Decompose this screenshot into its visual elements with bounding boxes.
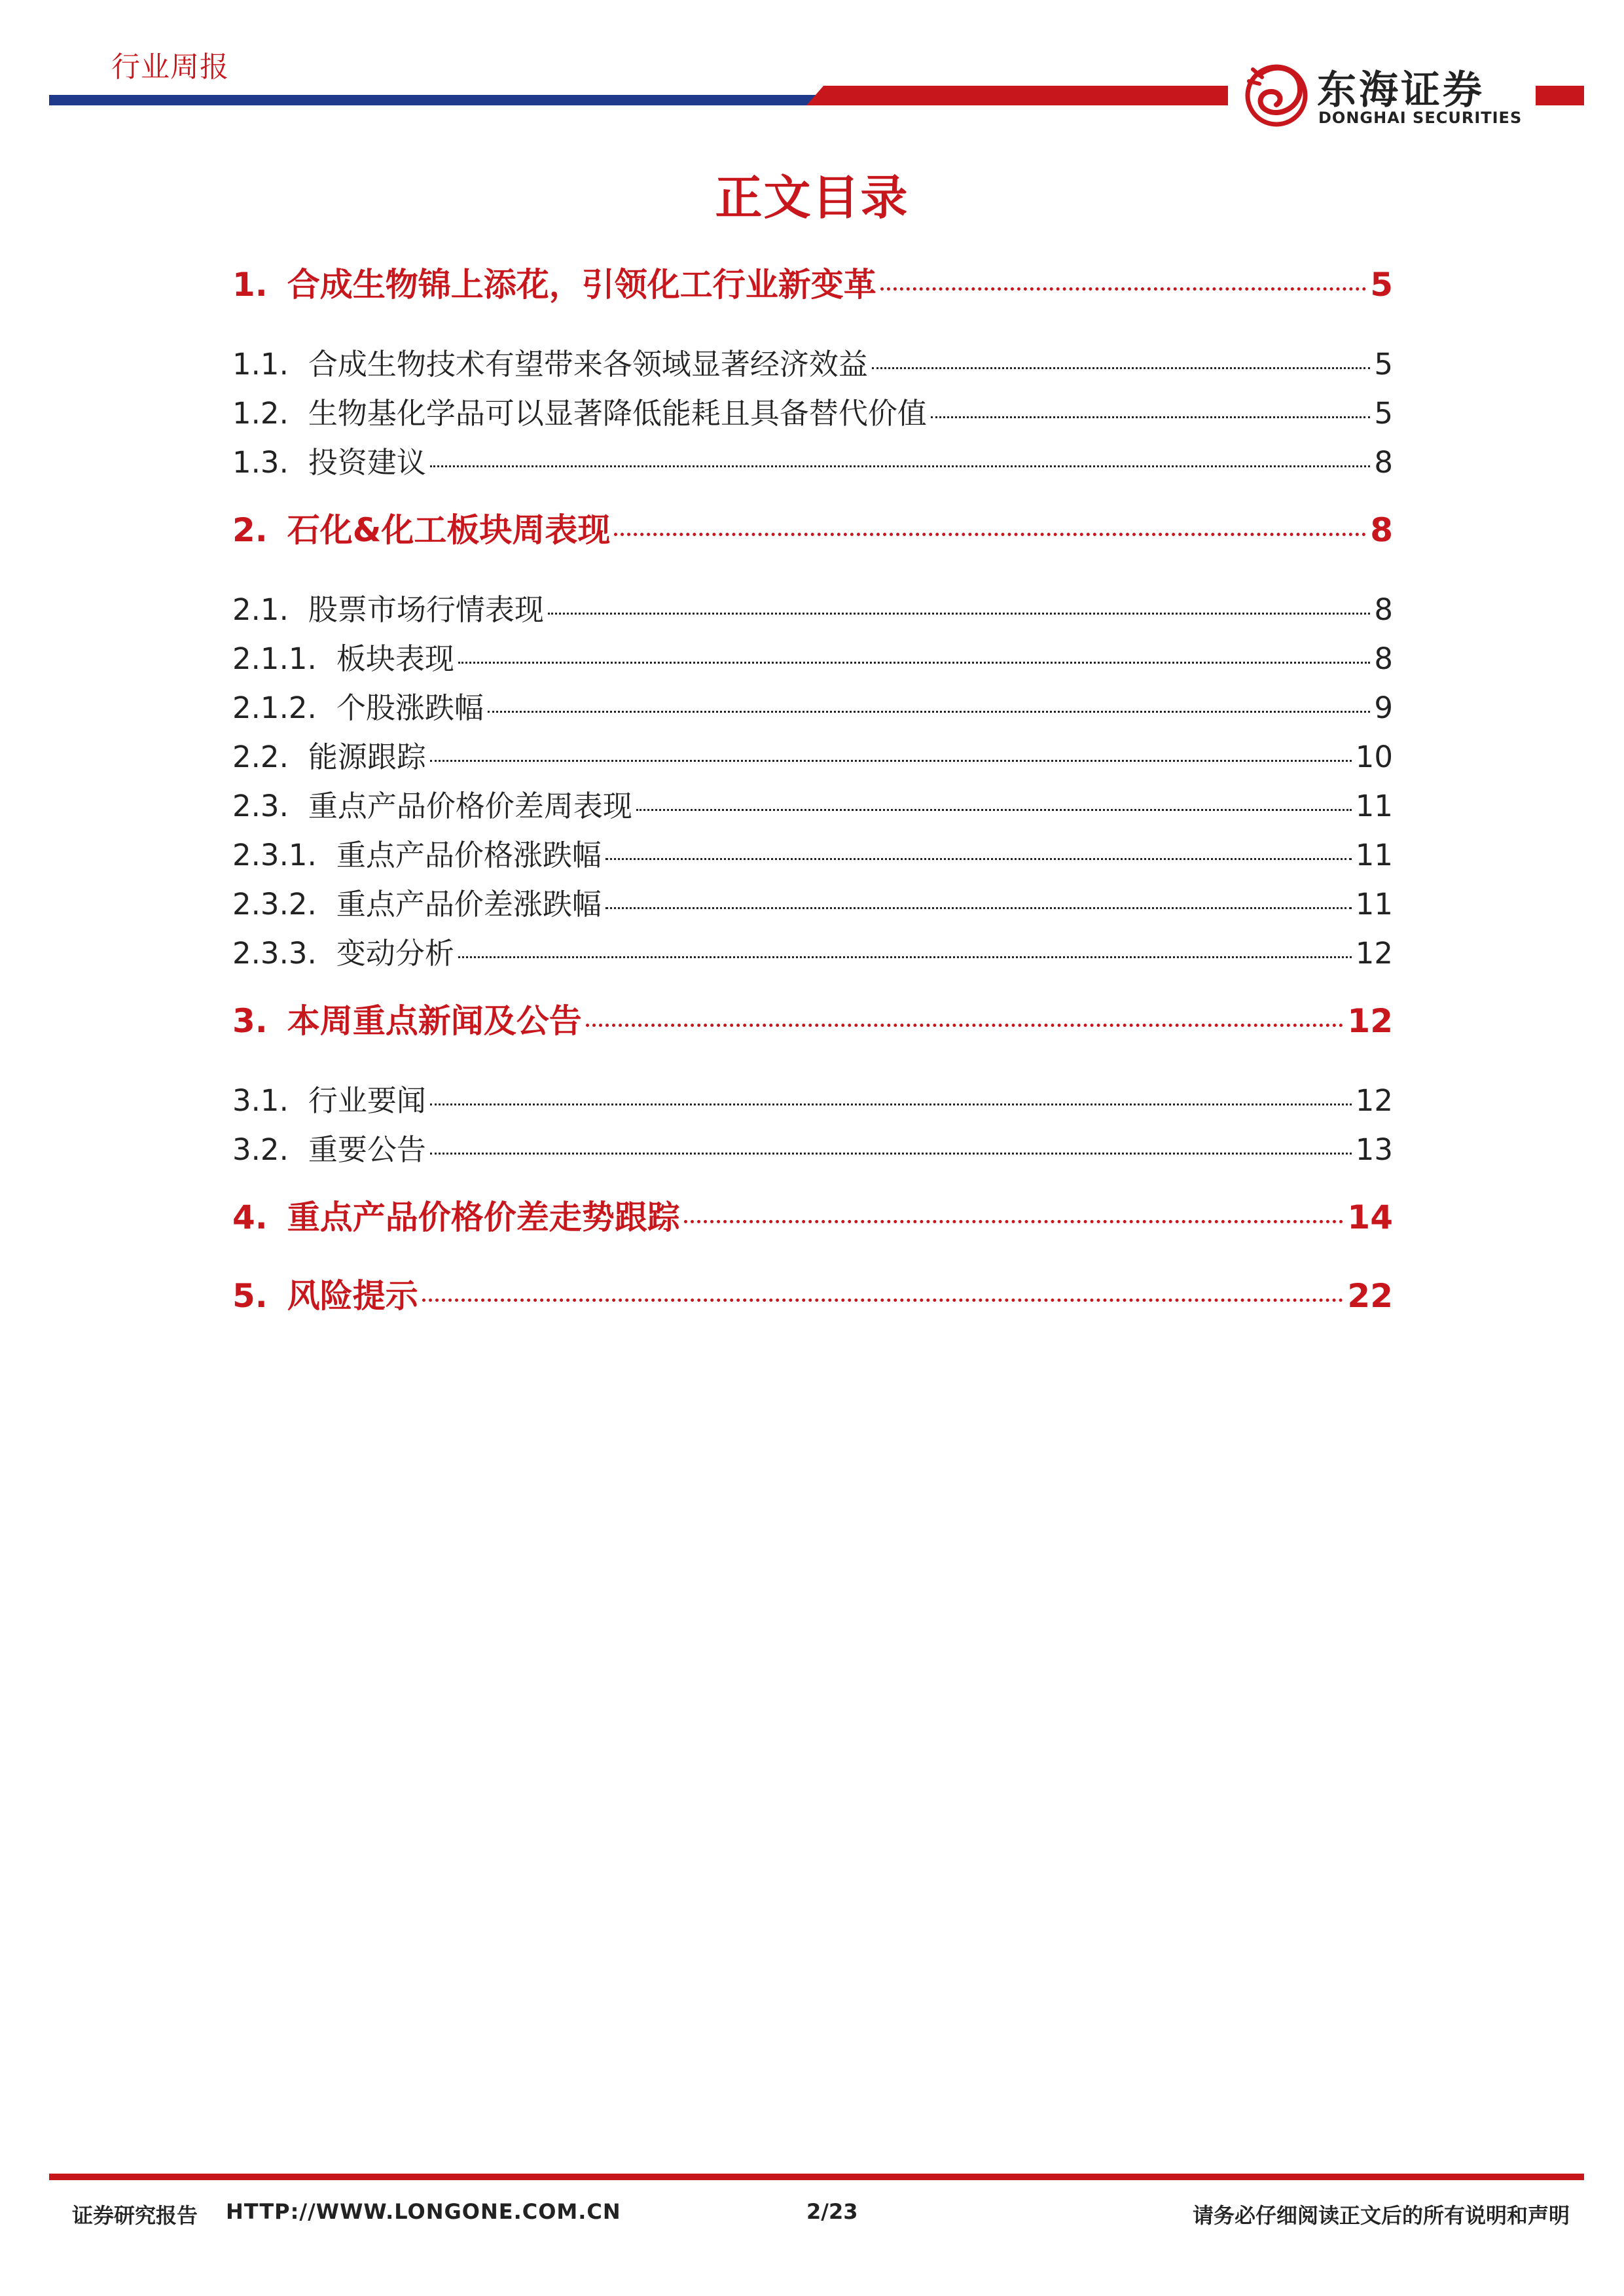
toc-entry-title: 生物基化学品可以显著降低能耗且具备替代价值 xyxy=(308,396,927,431)
toc-entry[interactable] xyxy=(232,259,1393,304)
toc-entry-page: 8 xyxy=(1374,592,1393,627)
toc-entry-number: 2.1.1. xyxy=(232,641,317,676)
toc-entry-number: 1.2. xyxy=(232,396,289,431)
toc-dot-leader xyxy=(636,809,1352,811)
toc-entry-page: 11 xyxy=(1355,789,1393,823)
toc-entry-title: 石化&化工板块周表现 xyxy=(287,511,611,549)
toc-entry-page: 12 xyxy=(1355,1083,1393,1118)
toc-entry[interactable] xyxy=(232,929,1393,970)
toc-entry[interactable] xyxy=(232,439,1393,479)
toc-entry-title: 本周重点新闻及公告 xyxy=(287,1002,582,1040)
toc-entry-title: 重点产品价差涨跌幅 xyxy=(336,887,602,922)
toc-dot-leader xyxy=(430,760,1352,762)
toc-entry-page: 11 xyxy=(1355,838,1393,872)
toc-entry-number: 2.3.3. xyxy=(232,936,317,971)
toc-dot-leader xyxy=(586,1024,1344,1027)
toc-dot-leader xyxy=(605,858,1352,860)
toc-entry-page: 5 xyxy=(1374,347,1393,382)
toc-entry-title: 板块表现 xyxy=(336,641,454,676)
toc-entry-number: 2.2. xyxy=(232,740,289,774)
toc-entry[interactable] xyxy=(232,340,1393,381)
toc-entry[interactable] xyxy=(232,1126,1393,1166)
toc-entry[interactable] xyxy=(232,635,1393,675)
toc-dot-leader xyxy=(430,1103,1352,1105)
toc-entry-page: 8 xyxy=(1370,511,1393,549)
toc-entry-title: 合成生物技术有望带来各领域显著经济效益 xyxy=(308,347,868,382)
footer-report-label: 证券研究报告 xyxy=(72,2203,198,2228)
toc-entry-page: 5 xyxy=(1370,266,1393,304)
toc-dot-leader xyxy=(458,662,1371,664)
toc-entry-page: 12 xyxy=(1355,936,1393,971)
toc-entry-title: 风险提示 xyxy=(287,1277,418,1315)
toc-entry[interactable] xyxy=(232,733,1393,774)
toc-entry-number: 3.1. xyxy=(232,1083,289,1118)
toc-entry-page: 8 xyxy=(1374,445,1393,480)
toc-entry[interactable] xyxy=(232,1077,1393,1117)
toc-entry-number: 1.3. xyxy=(232,445,289,480)
toc-entry-number: 2.1.2. xyxy=(232,691,317,725)
toc-entry-page: 8 xyxy=(1374,641,1393,676)
toc-dot-leader xyxy=(430,465,1370,467)
footer-page-number: 2/23 xyxy=(806,2199,858,2224)
toc-dot-leader xyxy=(872,367,1370,369)
toc-dot-leader xyxy=(548,613,1370,615)
toc-entry[interactable] xyxy=(232,880,1393,921)
toc-entry-title: 个股涨跌幅 xyxy=(336,691,484,725)
report-type-label: 行业周报 xyxy=(111,50,229,84)
table-of-contents xyxy=(232,0,1393,2296)
footer-rule xyxy=(49,2174,1584,2180)
footer-website-link[interactable]: HTTP://WWW.LONGONE.COM.CN xyxy=(226,2199,621,2224)
toc-entry-title: 重点产品价格涨跌幅 xyxy=(336,838,602,872)
toc-entry[interactable] xyxy=(232,1270,1393,1316)
toc-entry-title: 投资建议 xyxy=(308,445,426,480)
brand-name-cn: 东海证券 xyxy=(1317,67,1485,113)
toc-entry-number: 2.3.1. xyxy=(232,838,317,872)
toc-entry-number: 2.3. xyxy=(232,789,289,823)
toc-entry-number: 1.1. xyxy=(232,347,289,382)
toc-entry[interactable] xyxy=(232,782,1393,823)
toc-entry-title: 变动分析 xyxy=(336,936,454,971)
toc-entry-title: 行业要闻 xyxy=(308,1083,426,1118)
toc-dot-leader xyxy=(880,287,1366,291)
toc-entry-title: 重要公告 xyxy=(308,1132,426,1167)
toc-entry[interactable] xyxy=(232,684,1393,725)
page-footer xyxy=(0,2199,1624,2238)
toc-entry-page: 22 xyxy=(1347,1277,1393,1315)
toc-dot-leader xyxy=(430,1153,1352,1155)
toc-entry-number: 2.3.2. xyxy=(232,887,317,922)
toc-entry-title: 重点产品价格价差周表现 xyxy=(308,789,632,823)
toc-dot-leader xyxy=(605,907,1352,909)
toc-entry-number: 3.2. xyxy=(232,1132,289,1167)
toc-entry-page: 12 xyxy=(1347,1002,1393,1040)
toc-entry-number: 1. xyxy=(232,266,268,304)
toc-dot-leader xyxy=(614,533,1366,536)
toc-entry-title: 重点产品价格价差走势跟踪 xyxy=(287,1198,680,1236)
toc-entry-page: 9 xyxy=(1374,691,1393,725)
toc-entry[interactable] xyxy=(232,504,1393,550)
toc-dot-leader xyxy=(458,956,1352,958)
toc-entry-title: 股票市场行情表现 xyxy=(308,592,544,627)
toc-entry[interactable] xyxy=(232,831,1393,872)
toc-entry-page: 10 xyxy=(1355,740,1393,774)
toc-entry-number: 2. xyxy=(232,511,268,549)
toc-entry[interactable] xyxy=(232,389,1393,430)
brand-name-en: DONGHAI SECURITIES xyxy=(1318,109,1523,127)
toc-dot-leader xyxy=(684,1220,1344,1223)
toc-entry-number: 5. xyxy=(232,1277,268,1315)
toc-entry-number: 2.1. xyxy=(232,592,289,627)
toc-entry-title: 能源跟踪 xyxy=(308,740,426,774)
toc-entry[interactable] xyxy=(232,586,1393,626)
toc-entry[interactable] xyxy=(232,1191,1393,1237)
toc-entry-page: 5 xyxy=(1374,396,1393,431)
toc-dot-leader xyxy=(931,416,1370,418)
toc-dot-leader xyxy=(422,1299,1344,1302)
toc-entry[interactable] xyxy=(232,995,1393,1041)
toc-entry-number: 4. xyxy=(232,1198,268,1236)
toc-entry-page: 11 xyxy=(1355,887,1393,922)
page-title: 正文目录 xyxy=(715,170,909,225)
toc-entry-page: 13 xyxy=(1355,1132,1393,1167)
toc-entry-number: 3. xyxy=(232,1002,268,1040)
toc-dot-leader xyxy=(488,711,1371,713)
toc-entry-page: 14 xyxy=(1347,1198,1393,1236)
toc-entry-title: 合成生物锦上添花，引领化工行业新变革 xyxy=(287,266,876,304)
footer-disclaimer: 请务必仔细阅读正文后的所有说明和声明 xyxy=(1192,2203,1570,2228)
